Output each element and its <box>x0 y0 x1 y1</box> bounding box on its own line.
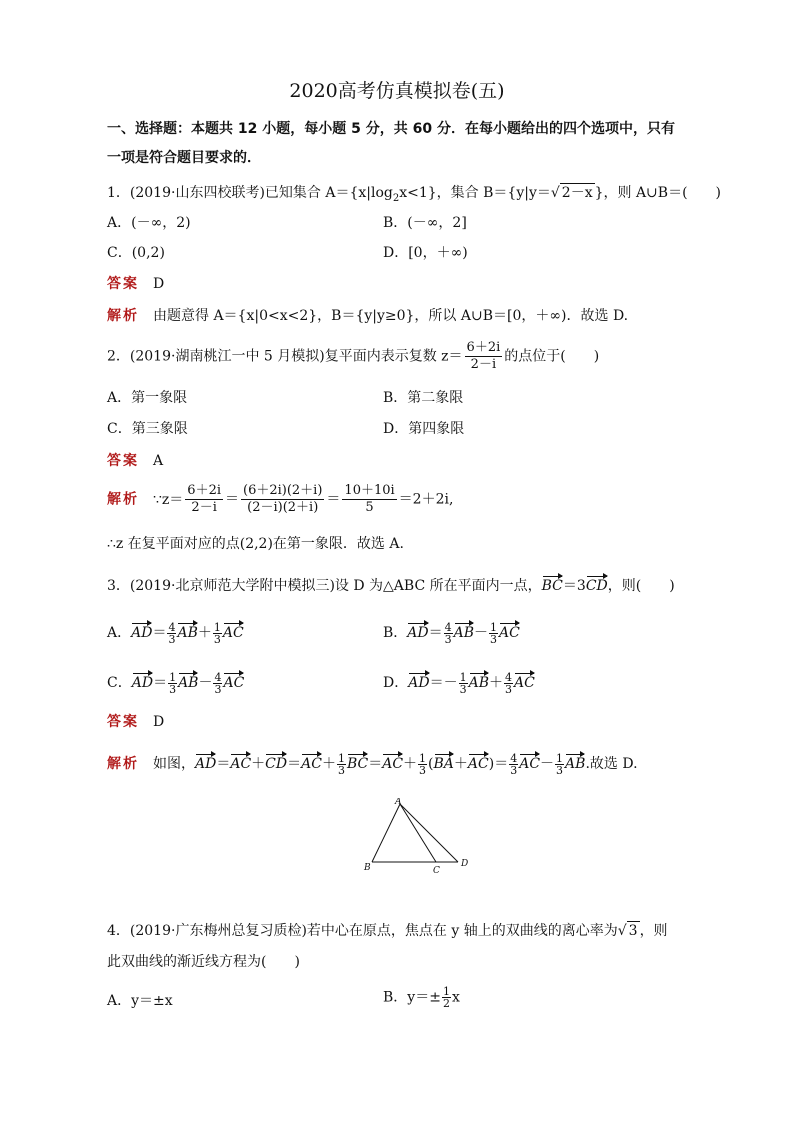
analysis-label: 解析 <box>107 756 139 772</box>
vector: AB <box>565 752 585 773</box>
coef <box>509 753 518 776</box>
q3-option-b <box>383 621 520 645</box>
q4-stem-line2: 此双曲线的渐近线方程为( ) <box>107 954 300 970</box>
q2-an-frac3 <box>342 483 396 516</box>
vector-ad: AD <box>131 621 152 642</box>
q2-frac-den: 2－i <box>470 357 497 372</box>
coef-num: 4 <box>168 620 176 634</box>
op: ＝ <box>287 756 302 772</box>
vector-ad: AD <box>407 621 428 642</box>
q2-frac-num: 6＋2i <box>466 340 501 355</box>
q3-an-end: .故选 D. <box>585 756 638 772</box>
vector: AC <box>468 752 489 773</box>
vector: AD <box>195 752 216 773</box>
op: ＋ <box>321 756 336 772</box>
coef-num: 4 <box>504 670 512 684</box>
coef-den: 3 <box>419 763 427 777</box>
coef <box>504 672 513 695</box>
equals: ＝ <box>326 491 341 508</box>
option-letter: B． <box>383 625 408 641</box>
coef-num: 1 <box>459 670 467 684</box>
q4-opt-b-post: x <box>451 989 460 1006</box>
coef-den: 3 <box>214 682 222 696</box>
coef-den: 3 <box>337 763 345 777</box>
option-letter: D． <box>383 675 409 691</box>
vector: BA <box>434 752 454 773</box>
side-ab <box>372 804 400 862</box>
q1-answer <box>107 275 164 293</box>
q4-sqrt: 3 <box>628 923 638 939</box>
coef-den: 3 <box>169 682 177 696</box>
vector: BC <box>347 752 368 773</box>
answer-label: 答案 <box>107 714 139 730</box>
frac-num: (6＋2i)(2＋i) <box>243 483 323 498</box>
coef <box>337 753 346 776</box>
q3-option-c <box>107 671 244 695</box>
q3-answer-value: D <box>153 714 165 730</box>
q2-an-pre: ∵z＝ <box>153 491 184 508</box>
line-ad <box>400 804 458 862</box>
vector: AC <box>382 752 403 773</box>
option-letter: C． <box>107 675 132 691</box>
q3-analysis <box>107 752 638 776</box>
q2-option-d: D．第四象限 <box>383 421 465 437</box>
coef <box>444 622 453 645</box>
op: ＋ <box>251 756 266 772</box>
vector: AC <box>230 752 251 773</box>
q1-option-c: C．(0,2) <box>107 245 165 261</box>
triangle-figure <box>360 798 480 876</box>
q2-stem-a: 2．(2019·湖南桃江一中 5 月模拟)复平面内表示复数 z＝ <box>107 348 463 365</box>
q1-sqrt: 2－x <box>561 185 593 201</box>
equals: ＝－ <box>429 675 458 691</box>
vector-ad: AD <box>132 671 153 692</box>
operator: ＋ <box>488 675 503 691</box>
q3-stem <box>107 574 675 595</box>
op: ＝ <box>216 756 231 772</box>
coef-num: 1 <box>556 751 564 765</box>
coef-num: 1 <box>442 985 450 998</box>
vector-ad: AD <box>408 671 429 692</box>
vertex-d-label: D <box>461 859 469 869</box>
answer-label: 答案 <box>107 276 139 292</box>
coef <box>418 753 427 776</box>
op: ＋ <box>453 756 468 772</box>
vector-ac: AC <box>223 621 244 642</box>
q1-option-b: B．(－∞，2] <box>383 215 467 231</box>
q3-answer <box>107 713 164 731</box>
coef-num: 1 <box>419 751 427 765</box>
q4-option-b <box>383 986 460 1009</box>
vector-ab: AB <box>469 671 489 692</box>
option-letter: A． <box>107 625 132 641</box>
q2-stem-b: 的点位于( ) <box>504 348 600 365</box>
q4-option-a: A．y＝±x <box>107 993 173 1009</box>
q2-option-a: A．第一象限 <box>107 390 188 406</box>
q2-stem <box>107 340 599 373</box>
q2-answer <box>107 452 163 470</box>
q1-stem-c: }，则 A∪B＝( ) <box>594 185 722 201</box>
equals: ＝ <box>153 675 168 691</box>
vector: AC <box>301 752 322 773</box>
coef-num: 4 <box>510 751 518 765</box>
coef-den: 3 <box>556 763 564 777</box>
q2-conclusion: ∴z 在复平面对应的点(2,2)在第一象限．故选 A. <box>107 536 404 552</box>
q1-analysis <box>107 307 628 325</box>
q3-option-d <box>383 671 535 695</box>
side-ac <box>400 804 436 862</box>
equals: ＝ <box>428 625 443 641</box>
coef-den: 2 <box>442 997 450 1010</box>
coef-den: 3 <box>444 632 452 646</box>
coef-den: 3 <box>459 682 467 696</box>
equals: ＝ <box>225 491 239 508</box>
coef <box>167 622 176 645</box>
frac-num: 6＋2i <box>187 483 221 498</box>
vector-bc: BC <box>542 574 563 595</box>
coef <box>489 622 498 645</box>
q1-log-base: 2 <box>392 192 400 204</box>
q2-answer-value: A <box>153 453 164 469</box>
operator: － <box>198 675 213 691</box>
vector-cd: CD <box>586 574 608 595</box>
coef <box>459 672 468 695</box>
coef <box>442 986 451 1009</box>
equals: ＝ <box>152 625 167 641</box>
paren: ( <box>428 756 434 772</box>
coef-num: 1 <box>337 751 345 765</box>
coef-den: 3 <box>213 632 221 646</box>
q1-stem-a: 1．(2019·山东四校联考)已知集合 A＝{x|log <box>107 185 393 201</box>
q2-an-frac2 <box>241 483 324 516</box>
q2-analysis <box>107 483 453 516</box>
coef <box>555 753 564 776</box>
coef <box>168 672 177 695</box>
section-heading: 一、选择题：本题共 12 小题，每小题 5 分，共 60 分．在每小题给出的四个选项中，只有 <box>107 121 675 137</box>
vertex-c-label: C <box>433 866 440 876</box>
q4-stem-b: ，则 <box>639 923 668 939</box>
q1-option-d: D．[0，＋∞) <box>383 245 468 261</box>
vertex-b-label: B <box>364 863 371 873</box>
q3-stem-a: 3．(2019·北京师范大学附中模拟三)设 D 为△ABC 所在平面内一点， <box>107 578 542 594</box>
q1-option-a: A．(－∞，2) <box>107 215 191 231</box>
answer-label: 答案 <box>107 453 139 469</box>
op: ＋ <box>403 756 418 772</box>
vector: AC <box>519 752 540 773</box>
q4-stem-a: 4．(2019·广东梅州总复习质检)若中心在原点，焦点在 y 轴上的双曲线的离心率为 <box>107 923 618 939</box>
q1-stem: 1．(2019·山东四校联考)已知集合 $A=\{x|\log_2x<1\}$，集合 B＝{y|y＝√ 2－x }，则 A∪B＝( ) <box>107 185 722 204</box>
vector-ab: AB <box>177 621 197 642</box>
q2-option-c: C．第三象限 <box>107 421 188 437</box>
coef-num: 4 <box>444 620 452 634</box>
frac-den: 2－i <box>191 500 217 515</box>
coef <box>213 672 222 695</box>
q4-stem: 4．(2019·广东梅州总复习质检)若中心在原点，焦点在 y 轴上的双曲线的离心率为√ 3 ，则 <box>107 923 668 939</box>
vector-ac: AC <box>499 621 520 642</box>
vertex-a-label: A <box>395 798 402 807</box>
vector: CD <box>265 752 287 773</box>
vector-ac: AC <box>514 671 535 692</box>
paren: )＝ <box>488 756 509 772</box>
coef-den: 3 <box>490 632 498 646</box>
q1-answer-value: D <box>153 276 165 292</box>
q2-an-post: ＝2＋2i, <box>398 491 454 508</box>
q4-opt-b-pre: B．y＝± <box>383 989 441 1006</box>
page-title: 2020高考仿真模拟卷(五) <box>289 80 505 102</box>
q3-option-a <box>107 621 244 645</box>
q2-fraction <box>465 340 503 373</box>
frac-den: (2－i)(2＋i) <box>247 500 319 515</box>
q1-stem-b: x<1}，集合 B＝{y|y＝ <box>399 185 551 201</box>
operator: ＋ <box>197 625 212 641</box>
frac-den: 5 <box>365 500 374 515</box>
frac-num: 10＋10i <box>344 483 395 498</box>
coef-num: 1 <box>169 670 177 684</box>
vector-ac: AC <box>223 671 244 692</box>
coef-num: 1 <box>213 620 221 634</box>
vector-ab: AB <box>178 671 198 692</box>
coef-num: 4 <box>214 670 222 684</box>
coef-num: 1 <box>490 620 498 634</box>
coef-den: 3 <box>504 682 512 696</box>
op: － <box>540 756 555 772</box>
q2-option-b: B．第二象限 <box>383 390 464 406</box>
vector-ab: AB <box>454 621 474 642</box>
section-heading-cont: 一项是符合题目要求的． <box>107 150 261 166</box>
coef-den: 3 <box>168 632 176 646</box>
op: ＝ <box>368 756 383 772</box>
q3-stem-eq: ＝3 <box>562 578 586 594</box>
q3-stem-b: ，则( ) <box>607 578 675 594</box>
coef <box>213 622 222 645</box>
coef-den: 3 <box>510 763 518 777</box>
q1-analysis-text: 由题意得 A＝{x|0<x<2}，B＝{y|y≥0}，所以 A∪B＝[0，＋∞)．故选 D. <box>153 308 629 324</box>
q3-an-intro: 如图， <box>153 756 195 772</box>
analysis-label: 解析 <box>107 308 139 324</box>
analysis-label: 解析 <box>107 491 139 508</box>
operator: － <box>474 625 489 641</box>
q2-an-frac1 <box>185 483 223 516</box>
